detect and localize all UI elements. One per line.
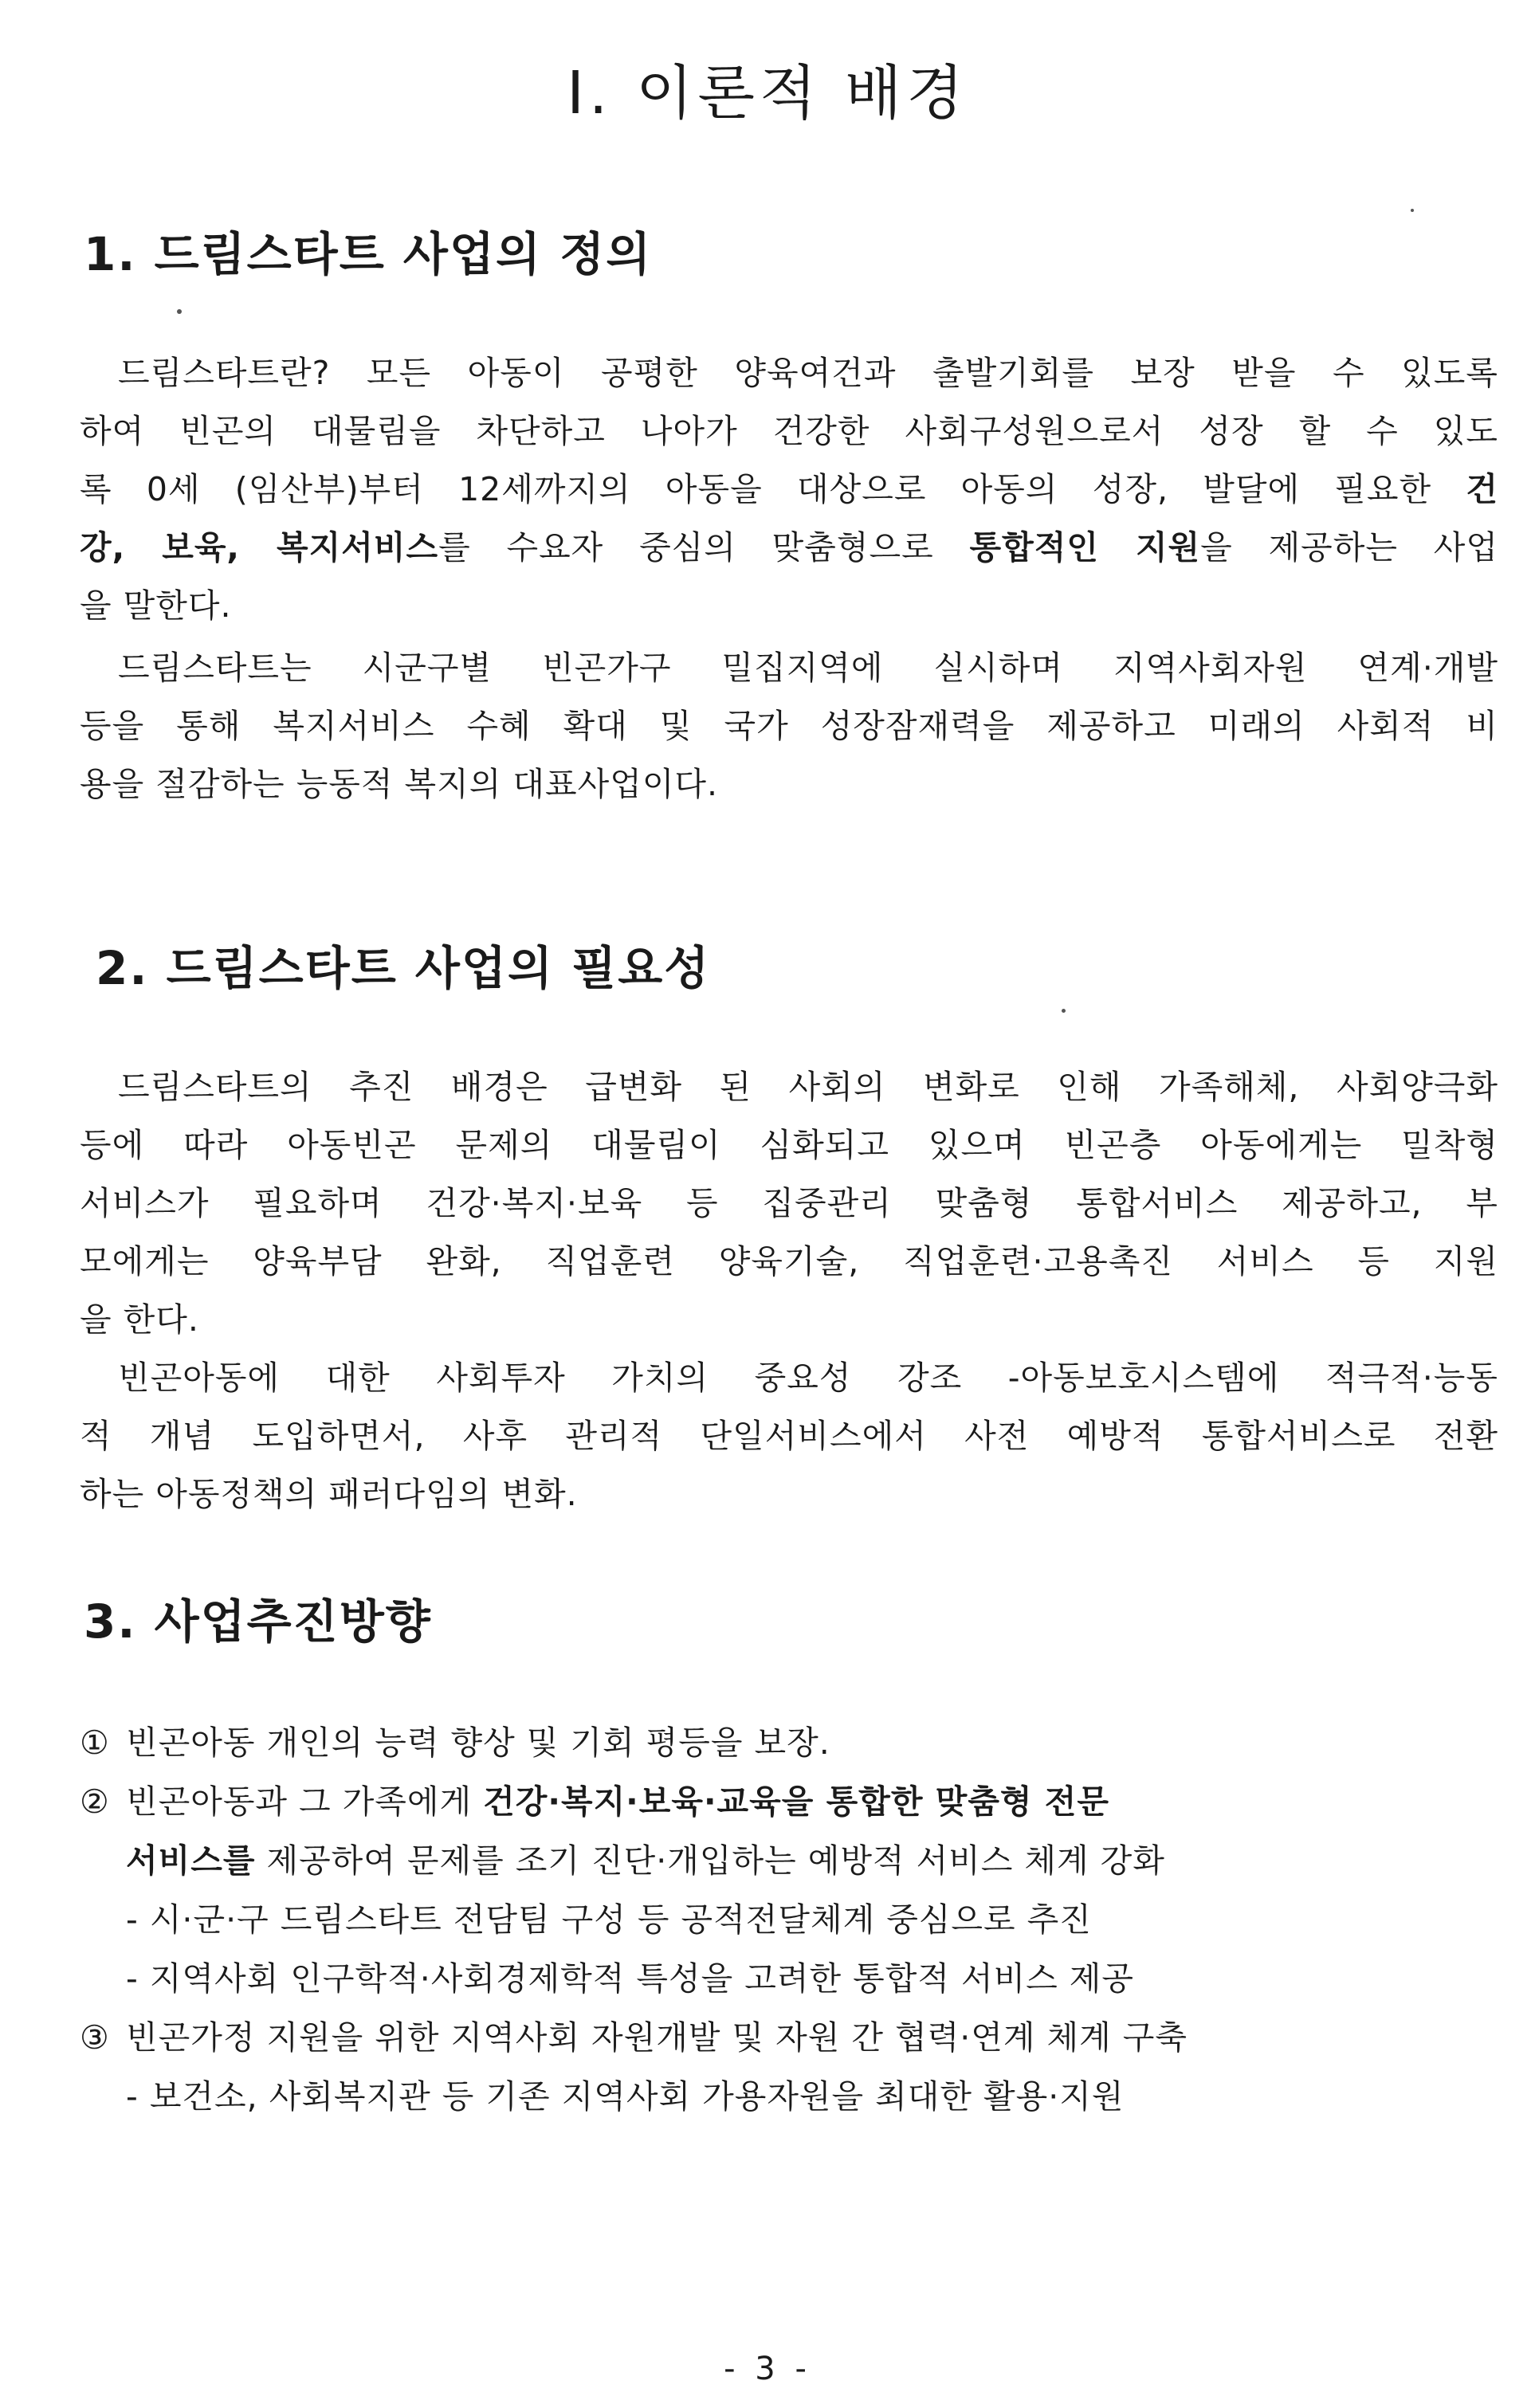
text-line <box>80 461 1498 519</box>
list-item-continuation <box>80 1831 1498 1890</box>
section-2-paragraph-2 <box>80 1349 1498 1524</box>
text-span: 을 제공하는 사업 <box>1200 528 1498 567</box>
list-item <box>80 1713 1498 1772</box>
circled-number: ① <box>80 1724 110 1762</box>
section-1-heading: 1. 드림스타트 사업의 정의 <box>84 227 653 281</box>
direction-list <box>80 1713 1498 2126</box>
text-line: 을 말한다. <box>80 586 232 625</box>
section-3-heading: 3. 사업추진방향 <box>84 1594 432 1649</box>
sub-item: - 지역사회 인구학적·사회경제학적 특성을 고려한 통합적 서비스 제공 <box>126 1959 1135 1998</box>
text-line <box>80 519 1498 577</box>
text-line: 하는 아동정책의 패러다임의 변화. <box>80 1475 578 1513</box>
text-line: 모에게는 양육부담 완화, 직업훈련 양육기술, 직업훈련·고용촉진 서비스 등 지원 <box>80 1242 1498 1280</box>
section-2-heading: 2. 드림스타트 사업의 필요성 <box>96 941 711 995</box>
circled-number: ③ <box>80 2018 110 2057</box>
list-item <box>80 2008 1498 2067</box>
item-text: 제공하여 문제를 조기 진단·개입하는 예방적 서비스 체계 강화 <box>255 1841 1165 1880</box>
bold-text: 통합적인 지원 <box>969 528 1201 567</box>
section-1-paragraph-1 <box>80 344 1498 635</box>
text-line: 드림스타트의 추진 배경은 급변화 된 사회의 변화로 인해 가족해체, 사회양극화 <box>118 1068 1498 1106</box>
text-line: 서비스가 필요하며 건강·복지·보육 등 집중관리 맞춤형 통합서비스 제공하고, 부 <box>80 1184 1498 1222</box>
list-item <box>80 1772 1498 1831</box>
text-line: 빈곤아동에 대한 사회투자 가치의 중요성 강조 -아동보호시스템에 적극적·능동 <box>118 1359 1498 1397</box>
text-line: 적 개념 도입하면서, 사후 관리적 단일서비스에서 사전 예방적 통합서비스로 전환 <box>80 1417 1498 1455</box>
text-span: 록 0세 (임산부)부터 12세까지의 아동을 대상으로 아동의 성장, 발달에 필요한 <box>80 470 1466 508</box>
scan-speck <box>1062 1009 1066 1013</box>
text-line: 드림스타트란? 모든 아동이 공평한 양육여건과 출발기회를 보장 받을 수 있도록 <box>118 354 1498 392</box>
circled-number: ② <box>80 1782 110 1821</box>
text-line: 용을 절감하는 능동적 복지의 대표사업이다. <box>80 765 719 803</box>
section-2-paragraph-1 <box>80 1058 1498 1349</box>
bold-text: 건강·복지·보육·교육을 통합한 맞춤형 전문 <box>483 1782 1110 1821</box>
text-line: 등을 통해 복지서비스 수혜 확대 및 국가 성장잠재력을 제공하고 미래의 사회적 비 <box>80 707 1498 745</box>
item-text: 빈곤가정 지원을 위한 지역사회 자원개발 및 자원 간 협력·연계 체계 구축 <box>126 2018 1188 2057</box>
item-text: 빈곤아동 개인의 능력 향상 및 기회 평등을 보장. <box>126 1724 830 1762</box>
text-line: 등에 따라 아동빈곤 문제의 대물림이 심화되고 있으며 빈곤층 아동에게는 밀착형 <box>80 1126 1498 1164</box>
text-line: 드림스타트는 시군구별 빈곤가구 밀집지역에 실시하며 지역사회자원 연계·개발 <box>118 649 1498 687</box>
sub-item: - 보건소, 사회복지관 등 기존 지역사회 가용자원을 최대한 활용·지원 <box>126 2077 1125 2116</box>
bold-text: 서비스를 <box>126 1841 256 1880</box>
bold-text: 강, 보육, 복지서비스 <box>80 528 439 567</box>
bold-text: 건 <box>1466 470 1498 508</box>
item-text: 빈곤아동과 그 가족에게 <box>126 1782 484 1821</box>
scan-speck <box>177 309 182 314</box>
section-1-paragraph-2 <box>80 639 1498 814</box>
text-line: 하여 빈곤의 대물림을 차단하고 나아가 건강한 사회구성원으로서 성장 할 수 있도 <box>80 412 1498 450</box>
page-number: - 3 - <box>724 2351 811 2387</box>
chapter-title: Ⅰ. 이론적 배경 <box>567 59 968 127</box>
scan-speck <box>1411 209 1414 212</box>
sub-item: - 시·군·구 드림스타트 전담팀 구성 등 공적전달체계 중심으로 추진 <box>126 1900 1092 1939</box>
text-line: 을 한다. <box>80 1300 199 1339</box>
text-span: 를 수요자 중심의 맞춤형으로 <box>438 528 970 567</box>
